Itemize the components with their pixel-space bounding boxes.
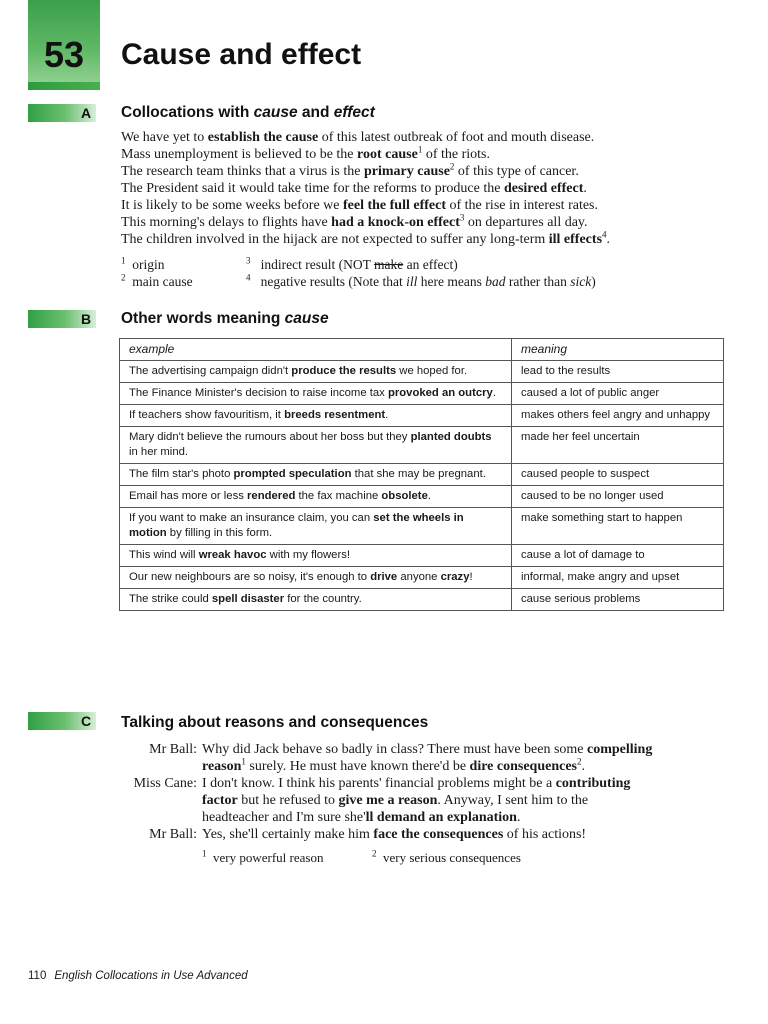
dialogue-footnote-1: $^1$ very powerful reason	[202, 848, 324, 865]
table-row	[120, 405, 724, 427]
dialogue	[121, 741, 731, 843]
section-c-title: Talking about reasons and consequences	[121, 714, 429, 731]
meaning-cell: make something start to happen	[512, 508, 724, 545]
dialogue-line: factor but he refused to give me a reason. Anyway, I sent him to the	[202, 793, 589, 808]
example-line: It is likely to be some weeks before we feel the full effect of the rise in interest rates.	[121, 198, 599, 213]
example-cell: The advertising campaign didn't produce the results we hoped for.	[120, 361, 512, 383]
example-line: We have yet to establish the cause of this latest outbreak of foot and mouth disease.	[121, 130, 595, 145]
speaker: Mr Ball:	[149, 827, 197, 842]
example-line: This morning's delays to flights have had a knock-on effect$^3$ on departures all day.	[121, 212, 588, 230]
table-row	[120, 567, 724, 589]
meaning-cell: informal, make angry and upset	[512, 567, 724, 589]
section-a-title: Collocations with cause and effect	[121, 104, 375, 121]
example-cell: Mary didn't believe the rumours about her boss but they planted doubts in her mind.	[120, 427, 512, 464]
example-cell: Email has more or less rendered the fax machine obsolete.	[120, 486, 512, 508]
example-cell: Our new neighbours are so noisy, it's enough to drive anyone crazy!	[120, 567, 512, 589]
table-row	[120, 545, 724, 567]
dialogue-line: reason$^1$ surely. He must have known there'd be dire consequences$^2$.	[202, 756, 586, 774]
header-meaning: meaning	[512, 339, 724, 361]
table-row	[120, 589, 724, 611]
footnote-4: $^4$ negative results (Note that ill here means bad rather than sick)	[246, 272, 596, 289]
meaning-cell: cause a lot of damage to	[512, 545, 724, 567]
meaning-cell: caused people to suspect	[512, 464, 724, 486]
footnote-1: $^1$ origin	[121, 255, 165, 272]
table-row	[120, 361, 724, 383]
footnote-2: $^2$ main cause	[121, 272, 193, 289]
section-c-letter: C	[80, 713, 92, 729]
meaning-cell: caused a lot of public anger	[512, 383, 724, 405]
example-line: The President said it would take time for the reforms to produce the desired effect.	[121, 181, 587, 196]
page-number: 110	[28, 970, 47, 982]
section-b-title: Other words meaning cause	[121, 310, 329, 327]
unit-number-underline	[28, 82, 100, 90]
section-b-letter: B	[80, 311, 92, 327]
meaning-cell: caused to be no longer used	[512, 486, 724, 508]
book-title: English Collocations in Use Advanced	[54, 970, 248, 982]
meaning-cell: lead to the results	[512, 361, 724, 383]
footnote-3: $^3$ indirect result (NOT make an effect)	[246, 255, 458, 272]
meaning-cell: makes others feel angry and unhappy	[512, 405, 724, 427]
example-cell: The Finance Minister's decision to raise income tax provoked an outcry.	[120, 383, 512, 405]
meaning-cell: cause serious problems	[512, 589, 724, 611]
dialogue-line: Miss Cane: I don't know. I think his parents' financial problems might be a contributing	[121, 775, 731, 792]
example-cell: The strike could spell disaster for the country.	[120, 589, 512, 611]
example-cell: This wind will wreak havoc with my flowers!	[120, 545, 512, 567]
page-footer	[28, 970, 248, 982]
table-header-row	[120, 339, 724, 361]
example-cell: The film star's photo prompted speculation that she may be pregnant.	[120, 464, 512, 486]
table-row	[120, 508, 724, 545]
dialogue-footnote-2: $^2$ very serious consequences	[372, 848, 521, 865]
dialogue-line: Mr Ball: Yes, she'll certainly make him face the consequences of his actions!	[121, 826, 731, 843]
example-line: The research team thinks that a virus is the primary cause$^2$ of this type of cancer.	[121, 161, 579, 179]
table-row	[120, 383, 724, 405]
unit-title: Cause and effect	[121, 38, 362, 71]
dialogue-line: headteacher and I'm sure she'll demand an explanation.	[202, 810, 521, 825]
header-example: example	[120, 339, 512, 361]
section-a-letter: A	[80, 105, 92, 121]
unit-number: 53	[43, 34, 85, 75]
example-cell: If teachers show favouritism, it breeds resentment.	[120, 405, 512, 427]
table-row	[120, 464, 724, 486]
table-row	[120, 427, 724, 464]
example-cell: If you want to make an insurance claim, you can set the wheels in motion by filling in this form.	[120, 508, 512, 545]
example-line: Mass unemployment is believed to be the root cause$^1$ of the riots.	[121, 144, 490, 162]
speaker: Mr Ball:	[149, 742, 197, 757]
section-a-examples	[121, 129, 721, 248]
collocations-table	[119, 338, 724, 611]
speaker: Miss Cane:	[133, 776, 197, 791]
meaning-cell: made her feel uncertain	[512, 427, 724, 464]
table-row	[120, 486, 724, 508]
dialogue-line: Mr Ball: Why did Jack behave so badly in class? There must have been some compelling	[121, 741, 731, 758]
example-line: The children involved in the hijack are not expected to suffer any long-term ill effects$^4$.	[121, 229, 611, 247]
